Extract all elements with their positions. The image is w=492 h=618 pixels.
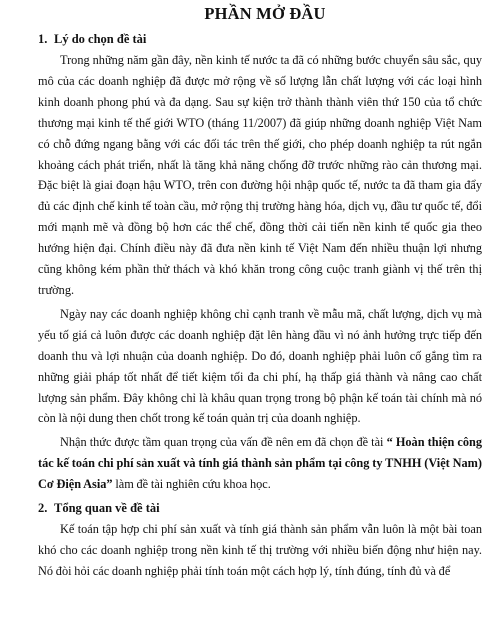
section-number-1: 1. [38,32,48,46]
paragraph-4: Kế toán tập hợp chi phí sản xuất và tính giá thành sản phẩm vẫn luôn là một bài toan khó cho các doanh nghiệp trong nền kinh tế thị trường với nhiều biến động như hiện nay. Nó đòi hỏi các doanh nghiệp phải tính toán một cách hợp lý, tính đúng, tính đủ và để [38,522,482,578]
paragraph-3 [38,432,482,495]
thesis-topic-title: “ Hoàn thiện công tác kế toán chi phí sản xuất và tính giá thành sản phẩm tại công ty TNHH (Việt Nam) Cơ Điện Asia” [38,435,482,492]
paragraph-3-intro: Nhận thức được tầm quan trọng của vấn đề nên em đã chọn đề tài [60,435,387,450]
page-title: PHẦN MỞ ĐẦU [204,4,326,23]
paragraph-1: Trong những năm gần đây, nền kinh tế nước ta đã có những bước chuyển sâu sắc, quy mô của các doanh nghiệp đã được mở rộng về số lượng lẫn chất lượng với các loại hình kinh doanh phong phú và đa dạng. Sau sự kiện trở thành thành viên thứ 150 của tổ chức thương mại kinh tế thế giới WTO (tháng 11/2007) đã giúp những doanh nghiệp Việt Nam có chỗ đứng ngang bằng với các đối tác trên thế giới, cho phép doanh nghiệp ta rút ngắn khoảng cách phát triển, nhất là tăng khả năng chống đỡ trước những rào cản thương mại. Đặc biệt là giai đoạn hậu WTO, trên con đường hội nhập quốc tế, nước ta đã tham gia đẩy đủ các định chế kinh tế toàn cầu, mở rộng thị trường hàng hóa, dịch vụ, đầu tư quốc tế, đổi mới mạnh mẽ và đồng bộ hơn các thể chế, đồng thời cải tiến nền kinh tế quốc gia theo hướng hiện đại. Chính điều này đã đưa nền kinh tế Việt Nam đến nhiều thuận lợi nhưng cũng không kém phần thử thách và khó khăn trong công cuộc tranh giành vị thế trên thị trường. [38,53,482,297]
section-heading-1 [38,29,482,50]
paragraph-3-outro: làm đề tài nghiên cứu khoa học. [112,477,271,492]
section-heading-2-label: Tổng quan về đề tài [54,501,160,516]
section-heading-1-label: Lý do chọn đề tài [54,32,147,46]
section-heading-2 [38,498,482,519]
section-number-2: 2. [38,501,48,516]
paragraph-2: Ngày nay các doanh nghiệp không chỉ cạnh tranh về mẫu mã, chất lượng, dịch vụ mà yếu tố giá cả luôn được các doanh nghiệp đặt lên hàng đầu vì nó ảnh hưởng trực tiếp đến doanh thu và lợi nhuận của doanh nghiệp. Do đó, doanh nghiệp phải luôn cố gắng tìm ra những giải pháp tốt nhất để tiết kiệm tối đa chi phí, hạ thấp giá thành và nâng cao chất lượng sản phẩm. Đây không chỉ là khâu quan trọng trong bộ phận kế toán tài chính mà nó còn là nội dung then chốt trong kế toán quản trị của doanh nghiệp. [38,306,482,426]
